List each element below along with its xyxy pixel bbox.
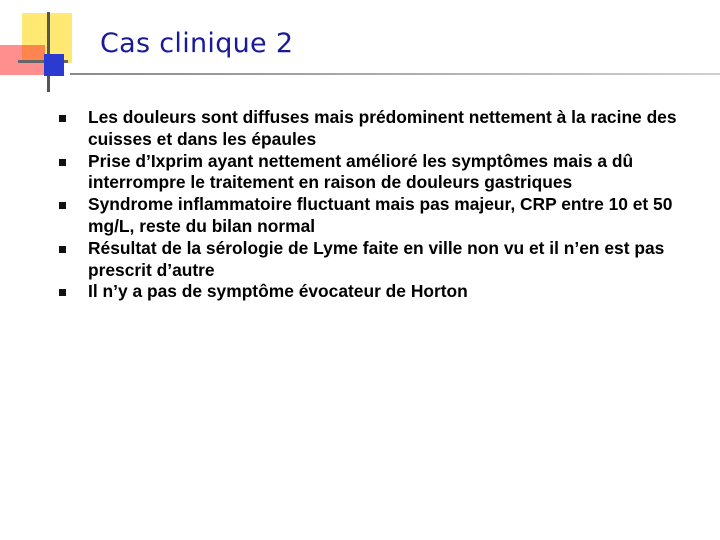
bullet-list	[0, 107, 720, 303]
slide-title: Cas clinique 2	[100, 28, 294, 59]
bullet-text: Il n’y a pas de symptôme évocateur de Horton	[88, 281, 468, 302]
logo-blue-square	[44, 54, 64, 76]
bullet-text: Les douleurs sont diffuses mais prédominent nettement à la racine des cuisses et dans les épaules	[88, 107, 677, 149]
title-rule	[70, 73, 720, 75]
bullet-item	[0, 281, 678, 303]
bullet-text: Prise d’Ixprim ayant nettement amélioré les symptômes mais a dû interrompre le traitement en raison de douleurs gastriques	[88, 150, 634, 193]
bullet-text: Syndrome inflammatoire fluctuant mais pas majeur, CRP entre 10 et 50 mg/L, reste du bilan normal	[88, 194, 673, 236]
bullet-item	[0, 107, 678, 151]
square-bullet-icon	[59, 246, 66, 253]
square-bullet-icon	[59, 115, 66, 122]
bullet-text: Résultat de la sérologie de Lyme faite en ville non vu et il n’en est pas prescrit d’autre	[88, 237, 665, 280]
bullet-item	[0, 151, 678, 195]
square-bullet-icon	[59, 202, 66, 209]
square-bullet-icon	[59, 159, 66, 166]
square-bullet-icon	[59, 289, 66, 296]
bullet-item	[0, 238, 678, 282]
bullet-item	[0, 194, 678, 238]
logo-vertical-line	[47, 12, 50, 92]
